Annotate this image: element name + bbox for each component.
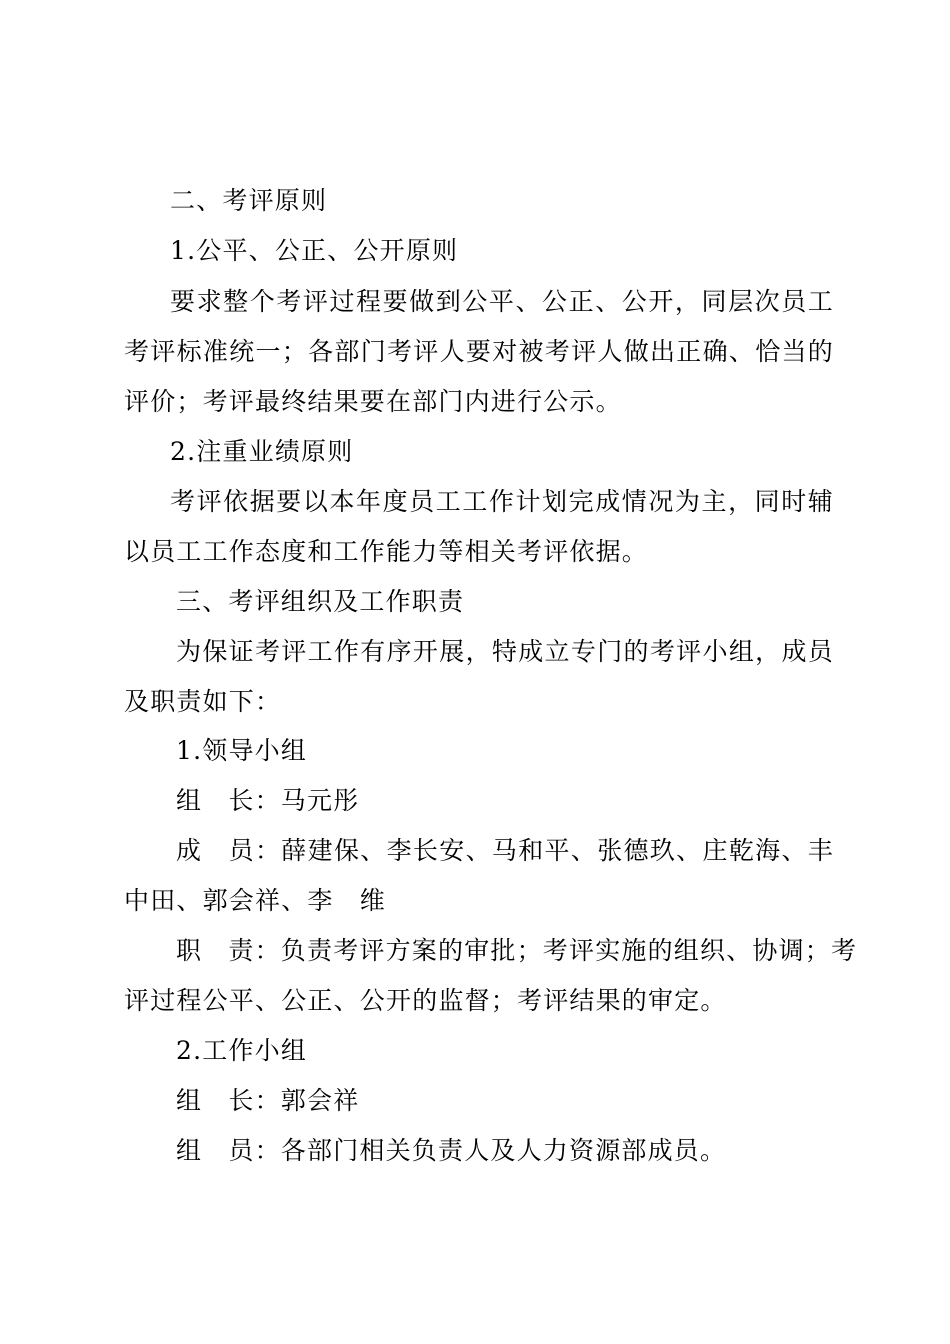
paragraph-line: 考评依据要以本年度员工工作计划完成情况为主，同时辅 [170,487,834,516]
subheading-fairness: 1.公平、公正、公开原则 [170,236,459,265]
members-line: 中田、郭会祥、李 维 [124,886,387,915]
paragraph-line: 以员工工作态度和工作能力等相关考评依据。 [124,537,649,566]
paragraph-line: 考评标准统一；各部门考评人要对被考评人做出正确、恰当的 [124,337,834,366]
paragraph-line: 为保证考评工作有序开展，特成立专门的考评小组，成员 [176,637,834,666]
subheading-working-group: 2.工作小组 [176,1036,308,1065]
subheading-performance: 2.注重业绩原则 [170,437,354,466]
duties-line: 评过程公平、公正、公开的监督；考评结果的审定。 [124,986,727,1015]
section-heading-organization: 三、考评组织及工作职责 [176,587,465,616]
paragraph-line: 及职责如下： [124,687,282,716]
group-leader-line: 组 长：马元彤 [176,786,360,815]
group-leader-line: 组 长：郭会祥 [176,1086,360,1115]
paragraph-line: 要求整个考评过程要做到公平、公正、公开，同层次员工 [170,287,834,316]
duties-line: 职 责：负责考评方案的审批；考评实施的组织、协调；考 [176,936,858,965]
paragraph-line: 评价；考评最终结果要在部门内进行公示。 [124,387,622,416]
section-heading-principles: 二、考评原则 [170,186,328,215]
subheading-leadership-group: 1.领导小组 [176,736,308,765]
members-line: 成 员：薛建保、李长安、马和平、张德玖、庄乾海、丰 [176,836,834,865]
group-members-line: 组 员：各部门相关负责人及人力资源部成员。 [176,1136,727,1165]
